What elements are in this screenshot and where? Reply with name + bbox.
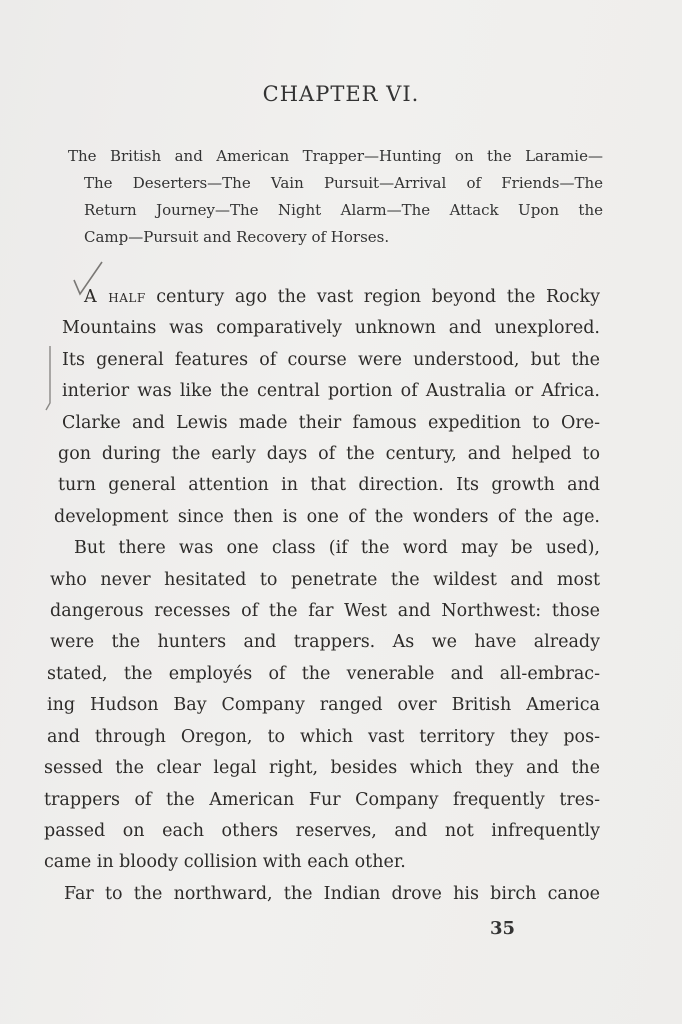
- body-line: development since then is one of the wonders of the age.: [54, 506, 600, 527]
- body-line: interior was like the central portion of Australia or Africa.: [62, 381, 600, 402]
- body-line-paragraph-start: Far to the northward, the Indian drove his birch canoe: [64, 883, 600, 904]
- synopsis-line: The British and American Trapper—Hunting on the Laramie—: [68, 147, 603, 165]
- body-line: gon during the early days of the century, and helped to: [58, 444, 600, 465]
- body-line: turn general attention in that direction. Its growth and: [58, 475, 600, 496]
- body-line: and through Oregon, to which vast territory they pos-: [47, 726, 600, 747]
- body-line: Mountains was comparatively unknown and unexplored.: [62, 318, 600, 339]
- body-line: who never hesitated to penetrate the wildest and most: [50, 569, 600, 590]
- body-line: trappers of the American Fur Company frequently tres-: [44, 789, 600, 810]
- body-line-paragraph-start: But there was one class (if the word may be used),: [74, 538, 600, 559]
- body-line: Its general features of course were understood, but the: [62, 349, 600, 370]
- body-line: Clarke and Lewis made their famous expedition to Ore-: [62, 412, 600, 433]
- opening-words: A half: [84, 287, 146, 307]
- body-line: stated, the employés of the venerable and all-embrac-: [47, 663, 600, 684]
- body-line-first: [44, 282, 600, 313]
- body-line: ing Hudson Bay Company ranged over British America: [47, 695, 600, 716]
- body-line: sessed the clear legal right, besides which they and the: [44, 758, 600, 779]
- chapter-body: [44, 282, 600, 910]
- synopsis-line: The Deserters—The Vain Pursuit—Arrival of Friends—The: [84, 174, 603, 192]
- body-line: were the hunters and trappers. As we have already: [50, 632, 600, 653]
- chapter-synopsis: [68, 143, 603, 251]
- synopsis-line: Return Journey—The Night Alarm—The Attack Upon the: [84, 201, 603, 219]
- body-line-paragraph-end: came in bloody collision with each other.: [44, 852, 406, 873]
- body-line-text: century ago the vast region beyond the Rocky: [156, 287, 600, 307]
- page-number: 35: [490, 918, 516, 939]
- body-line: passed on each others reserves, and not infrequently: [44, 820, 600, 841]
- body-line: dangerous recesses of the far West and Northwest: those: [50, 601, 600, 622]
- synopsis-line: Camp—Pursuit and Recovery of Horses.: [84, 228, 390, 246]
- chapter-title: CHAPTER VI.: [262, 82, 420, 106]
